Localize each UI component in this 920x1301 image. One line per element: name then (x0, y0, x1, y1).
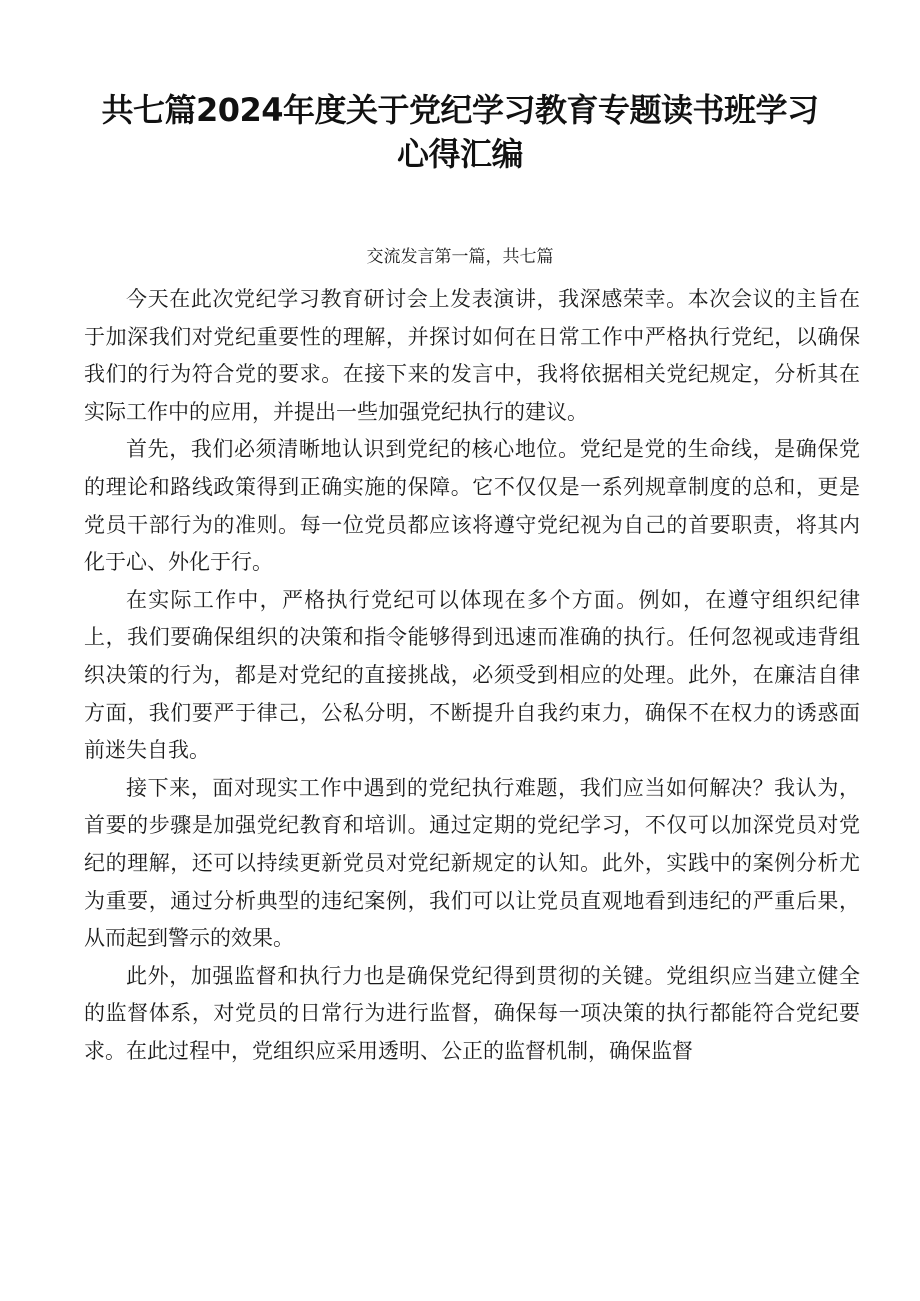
document-body (84, 281, 860, 1070)
body-paragraph: 此外，加强监督和执行力也是确保党纪得到贯彻的关键。党组织应当建立健全的监督体系，对党员的日常行为进行监督，确保每一项决策的执行都能符合党纪要求。在此过程中，党组织应采用透明、公正的监督机制，确保监督 (84, 963, 860, 1063)
document-title: 共七篇2024年度关于党纪学习教育专题读书班学习心得汇编 (101, 91, 819, 173)
body-paragraph: 在实际工作中，严格执行党纪可以体现在多个方面。例如，在遵守组织纪律上，我们要确保组织的决策和指令能够得到迅速而准确的执行。任何忽视或违背组织决策的行为，都是对党纪的直接挑战，必须受到相应的处理。此外，在廉洁自律方面，我们要严于律己，公私分明，不断提升自我约束力，确保不在权力的诱惑面前迷失自我。 (84, 587, 860, 763)
body-paragraph: 今天在此次党纪学习教育研讨会上发表演讲，我深感荣幸。本次会议的主旨在于加深我们对党纪重要性的理解，并探讨如何在日常工作中严格执行党纪，以确保我们的行为符合党的要求。在接下来的发言中，我将依据相关党纪规定，分析其在实际工作中的应用，并提出一些加强党纪执行的建议。 (84, 287, 860, 424)
body-paragraph: 接下来，面对现实工作中遇到的党纪执行难题，我们应当如何解决？我认为，首要的步骤是加强党纪教育和培训。通过定期的党纪学习，不仅可以加深党员对党纪的理解，还可以持续更新党员对党纪新规定的认知。此外，实践中的案例分析尤为重要，通过分析典型的违纪案例，我们可以让党员直观地看到违纪的严重后果，从而起到警示的效果。 (84, 775, 860, 951)
document-subtitle: 交流发言第一篇，共七篇 (366, 247, 554, 267)
body-paragraph: 首先，我们必须清晰地认识到党纪的核心地位。党纪是党的生命线，是确保党的理论和路线政策得到正确实施的保障。它不仅仅是一系列规章制度的总和，更是党员干部行为的准则。每一位党员都应该将遵守党纪视为自己的首要职责，将其内化于心、外化于行。 (84, 437, 860, 575)
